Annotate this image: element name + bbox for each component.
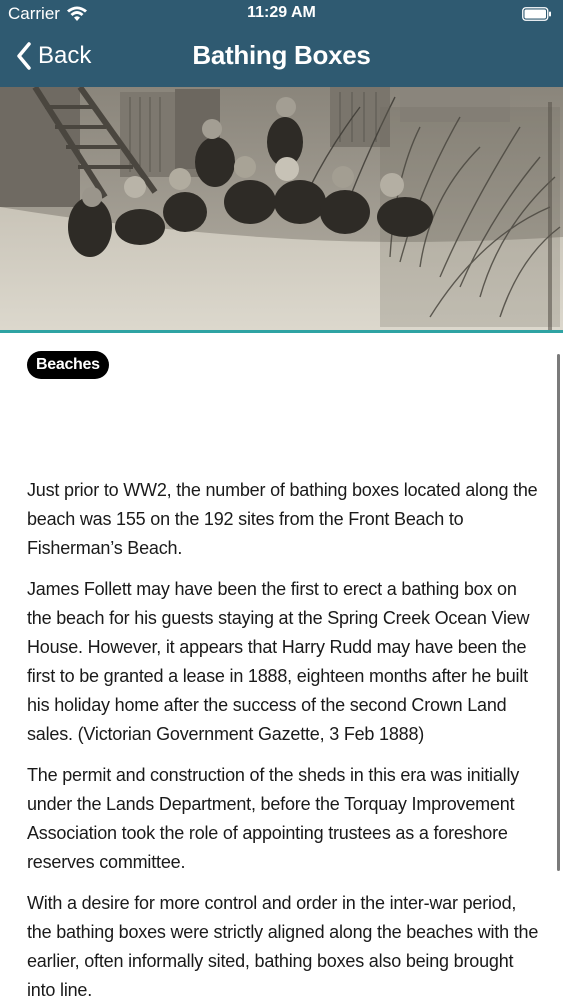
scrollbar[interactable] bbox=[557, 354, 560, 871]
back-label: Back bbox=[38, 42, 92, 69]
paragraph: With a desire for more control and order in the inter-war period, the bathing boxes were strictly aligned along the beaches with the earlier, often informally sited, bathing boxes also being brought into line. bbox=[27, 893, 539, 1000]
paragraph: Just prior to WW2, the number of bathing boxes located along the beach was 155 on the 192 sites from the Front Beach to Fisherman’s Beach. bbox=[27, 480, 538, 558]
hero-divider bbox=[0, 330, 563, 333]
paragraph: James Follett may have been the first to erect a bathing box on the beach for his guests staying at the Spring Creek Ocean View House. However, it appears that Harry Rudd may have been the first to be granted a lease in 1888, eighteen months after he built his holiday home after the success of the second Crown Land sales. (Victorian Government Gazette, 3 Feb 1888) bbox=[27, 579, 530, 744]
battery-icon bbox=[522, 7, 552, 21]
category-tag: Beaches bbox=[27, 351, 109, 379]
hero-photo bbox=[0, 87, 563, 330]
page-title: Bathing Boxes bbox=[192, 40, 371, 70]
carrier-label: Carrier bbox=[8, 4, 60, 23]
top-bar bbox=[0, 0, 563, 87]
article-body bbox=[27, 476, 539, 1000]
status-bar bbox=[0, 0, 563, 30]
paragraph: The permit and construction of the sheds in this era was initially under the Lands Department, before the Torquay Improvement Association took the role of appointing trustees as a foreshore reserves committee. bbox=[27, 765, 520, 872]
status-time: 11:29 AM bbox=[247, 4, 316, 21]
navigation-bar bbox=[0, 30, 563, 87]
beach-photo-image bbox=[0, 87, 563, 330]
